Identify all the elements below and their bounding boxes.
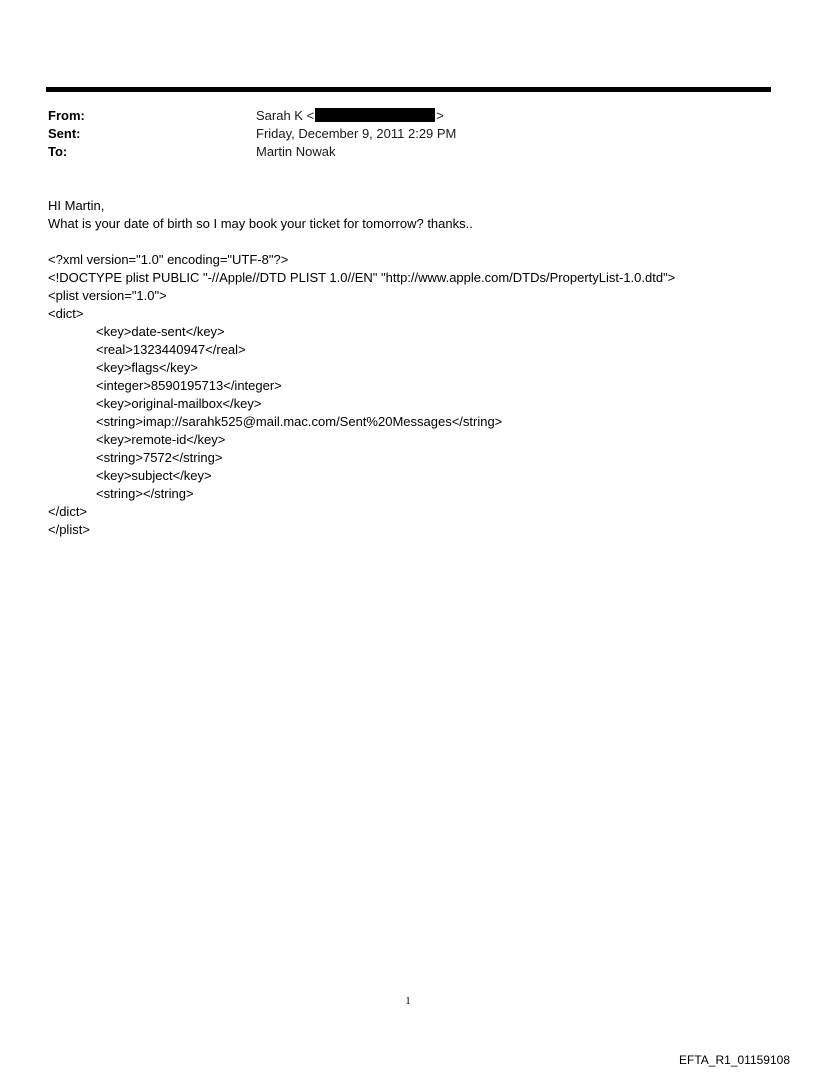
dict-entry: <real>1323440947</real> — [96, 342, 246, 357]
from-label: From: — [48, 108, 85, 123]
email-header — [48, 107, 768, 161]
dict-entry: <string></string> — [96, 486, 194, 501]
xml-line: <!DOCTYPE plist PUBLIC "-//Apple//DTD PLIST 1.0//EN" "http://www.apple.com/DTDs/PropertyList-1.0.dtd"> — [48, 270, 676, 285]
page-number: 1 — [405, 995, 411, 1007]
from-name: Sarah K < — [256, 108, 315, 123]
from-close: > — [436, 108, 444, 123]
xml-line: <plist version="1.0"> — [48, 288, 167, 303]
redaction-block — [315, 108, 435, 122]
dict-entry: <key>flags</key> — [96, 360, 198, 375]
from-value — [256, 107, 444, 125]
dict-entry: <key>subject</key> — [96, 468, 212, 483]
document-id: EFTA_R1_01159108 — [679, 1053, 790, 1067]
xml-closing-line: </dict> — [48, 504, 88, 519]
dict-entry: <key>original-mailbox</key> — [96, 396, 262, 411]
dict-entry: <key>remote-id</key> — [96, 432, 226, 447]
xml-line: <?xml version="1.0" encoding="UTF-8"?> — [48, 252, 289, 267]
sent-row — [48, 125, 768, 143]
dict-entry: <string>imap://sarahk525@mail.mac.com/Sent%20Messages</string> — [96, 414, 503, 429]
greeting: HI Martin, — [48, 198, 105, 213]
sent-value: Friday, December 9, 2011 2:29 PM — [256, 126, 457, 141]
sent-label: Sent: — [48, 126, 81, 141]
dict-entry: <key>date-sent</key> — [96, 324, 225, 339]
xml-closing-line: </plist> — [48, 522, 90, 537]
to-row — [48, 143, 768, 161]
to-label: To: — [48, 144, 68, 159]
xml-line: <dict> — [48, 306, 84, 321]
header-rule — [46, 87, 771, 92]
from-row — [48, 107, 768, 125]
message-body — [48, 197, 788, 539]
blank-line — [48, 233, 788, 251]
dict-entry: <string>7572</string> — [96, 450, 223, 465]
dict-entry: <integer>8590195713</integer> — [96, 378, 282, 393]
message-line: What is your date of birth so I may book your ticket for tomorrow? thanks.. — [48, 216, 473, 231]
to-value: Martin Nowak — [256, 144, 336, 159]
